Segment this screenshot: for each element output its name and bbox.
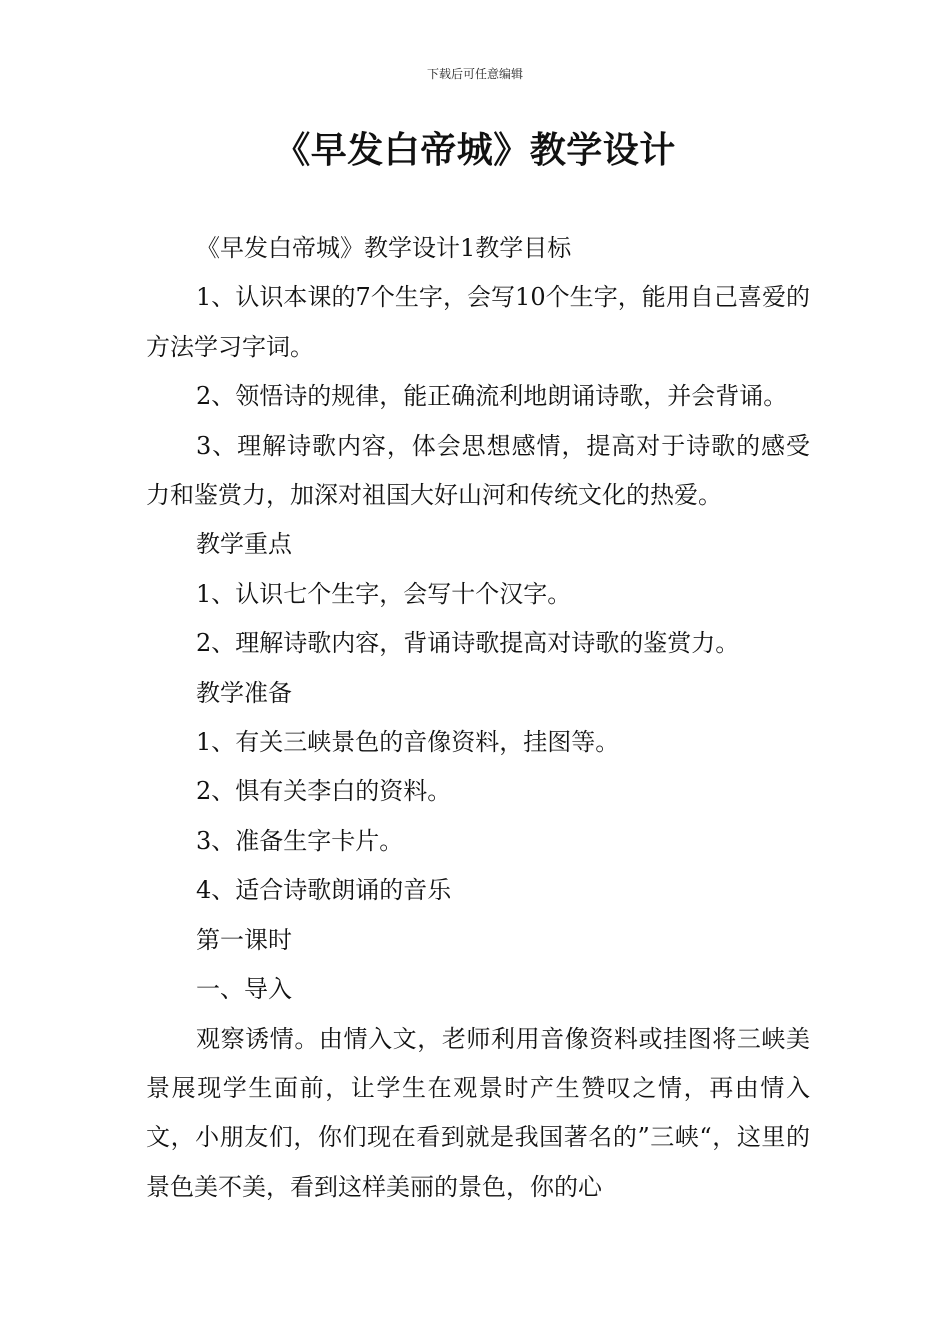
- paragraph-section-heading: 《早发白帝城》教学设计1教学目标: [196, 234, 572, 262]
- paragraph-key-point-2: 2、理解诗歌内容，背诵诗歌提高对诗歌的鉴赏力。: [196, 629, 740, 658]
- paragraph-preparation-heading: 教学准备: [196, 678, 292, 707]
- paragraph-goal-3: 3、理解诗歌内容，体会思想感情，提高对于诗歌的感受力和鉴赏力，加深对祖国大好山河和传统文化的热爱。: [146, 431, 810, 510]
- paragraph-preparation-3: 3、准备生字卡片。: [196, 826, 404, 855]
- paragraph-intro-heading: 一、导入: [196, 975, 292, 1004]
- paragraph-goal-1: 1、认识本课的7个生字，会写10个生字，能用自己喜爱的方法学习字词。: [146, 283, 810, 361]
- paragraph-preparation-1: 1、有关三峡景色的音像资料，挂图等。: [196, 728, 620, 757]
- paragraph-key-point-1: 1、认识七个生字，会写十个汉字。: [196, 579, 572, 608]
- document-body: [146, 224, 810, 1212]
- paragraph-goal-2: 2、领悟诗的规律，能正确流利地朗诵诗歌，并会背诵。: [196, 382, 788, 411]
- paragraph-lesson-heading: 第一课时: [196, 925, 292, 954]
- paragraph-preparation-2: 2、惧有关李白的资料。: [196, 777, 452, 806]
- document-title: 《早发白帝城》教学设计: [274, 130, 676, 171]
- header-note: 下载后可任意编辑: [426, 67, 523, 81]
- paragraph-key-points-heading: 教学重点: [196, 530, 292, 559]
- paragraph-intro-body: 观察诱情。由情入文，老师利用音像资料或挂图将三峡美景展现学生面前，让学生在观景时产生赞叹之情，再由情入文，小朋友们，你们现在看到就是我国著名的”三峡“，这里的景色美不美，看到这样美丽的景色，你的心: [146, 1024, 810, 1201]
- paragraph-preparation-4: 4、适合诗歌朗诵的音乐: [196, 876, 452, 905]
